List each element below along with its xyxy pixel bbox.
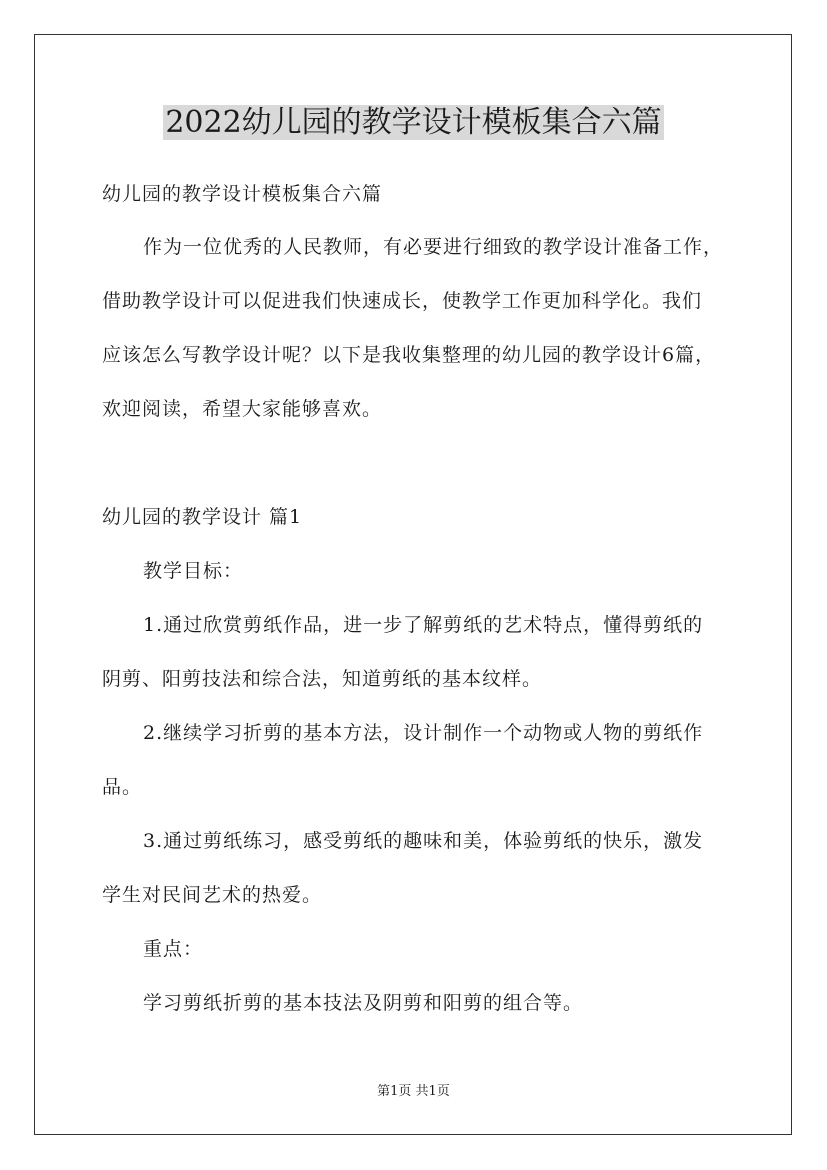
page-footer: 第1页 共1页 [377,1084,450,1099]
objective-2-line-1: 2.继续学习折剪的基本方法，设计制作一个动物或人物的剪纸作 [143,722,704,744]
intro-line-1: 作为一位优秀的人民教师，有必要进行细致的教学设计准备工作， [143,236,724,258]
intro-line-2: 借助教学设计可以促进我们快速成长，使教学工作更加科学化。我们 [102,290,703,312]
document-subtitle: 幼儿园的教学设计模板集合六篇 [102,183,383,205]
document-title-text: 2022幼儿园的教学设计模板集合六篇 [165,105,662,140]
intro-line-3: 应该怎么写教学设计呢？以下是我收集整理的幼儿园的教学设计6篇， [102,344,716,366]
objective-3-line-1: 3.通过剪纸练习，感受剪纸的趣味和美，体验剪纸的快乐，激发 [143,830,704,852]
document-title [0,100,827,146]
objective-2-line-2: 品。 [102,776,143,798]
intro-line-4: 欢迎阅读，希望大家能够喜欢。 [102,398,383,420]
section-heading: 幼儿园的教学设计 篇1 [102,506,303,528]
key-point-text: 学习剪纸折剪的基本技法及阴剪和阳剪的组合等。 [143,992,584,1014]
objective-1-line-1: 1.通过欣赏剪纸作品，进一步了解剪纸的艺术特点，懂得剪纸的 [143,614,704,636]
objective-1-line-2: 阴剪、阳剪技法和综合法，知道剪纸的基本纹样。 [102,668,543,690]
objectives-label: 教学目标： [143,560,244,582]
key-point-label: 重点： [143,938,204,960]
objective-3-line-2: 学生对民间艺术的热爱。 [102,884,323,906]
